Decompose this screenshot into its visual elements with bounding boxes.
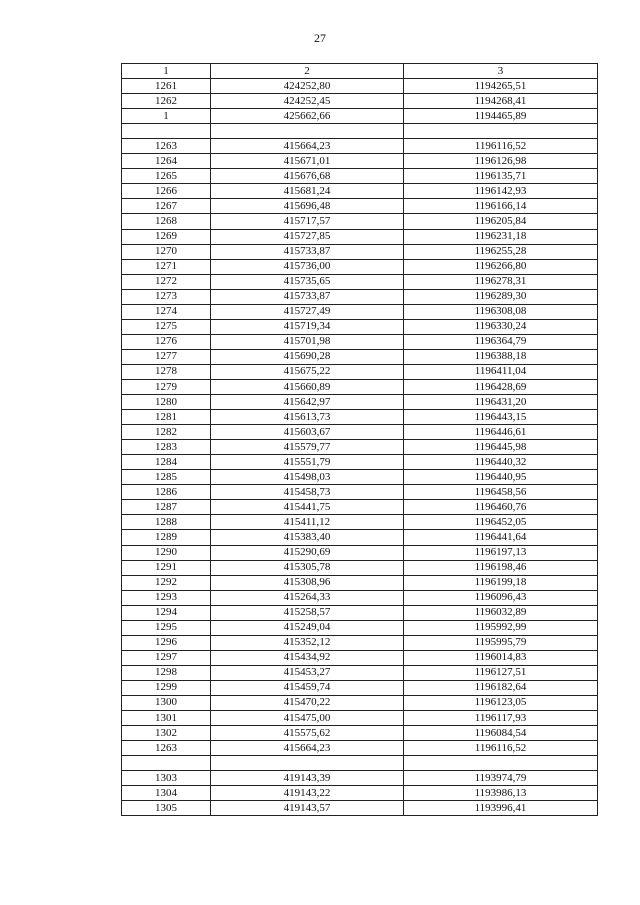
- table-cell-col2: 415603,67: [211, 425, 404, 440]
- table-cell-col2: 415664,23: [211, 139, 404, 154]
- table-row: [122, 139, 598, 154]
- table-row: [122, 304, 598, 319]
- table-row: [122, 229, 598, 244]
- header-cell-1: 1: [122, 64, 211, 79]
- table-cell-col3: 1194265,51: [404, 79, 598, 94]
- table-row: [122, 485, 598, 500]
- table-cell-col2: 424252,80: [211, 79, 404, 94]
- table-cell-col2: 415717,57: [211, 214, 404, 229]
- table-row: [122, 395, 598, 410]
- table-row: [122, 274, 598, 289]
- table-cell-col2: 415411,12: [211, 515, 404, 530]
- table-row: [122, 79, 598, 94]
- table-cell-col3: 1196116,52: [404, 139, 598, 154]
- table-row: [122, 169, 598, 184]
- table-cell-col3: 1196443,15: [404, 410, 598, 425]
- table-cell-col1: 1284: [122, 455, 211, 470]
- table-cell-col1: 1293: [122, 590, 211, 605]
- table-cell-col1: 1297: [122, 650, 211, 665]
- table-cell-col3: 1196199,18: [404, 575, 598, 590]
- table-cell-col2: 415434,92: [211, 650, 404, 665]
- table-cell-col1: 1269: [122, 229, 211, 244]
- table-cell-col2: 415696,48: [211, 199, 404, 214]
- table-cell-col3: 1196127,51: [404, 665, 598, 680]
- table-cell-col1: 1300: [122, 695, 211, 710]
- table-cell-col2: 419143,22: [211, 786, 404, 801]
- table-cell-col3: 1196445,98: [404, 440, 598, 455]
- table-cell-col3: 1196142,93: [404, 184, 598, 199]
- table-row: [122, 455, 598, 470]
- table-cell-col2: 415458,73: [211, 485, 404, 500]
- table-cell-col1: 1285: [122, 470, 211, 485]
- table-row: [122, 575, 598, 590]
- table-cell-col3: 1196441,64: [404, 530, 598, 545]
- table-cell-col2: 415719,34: [211, 319, 404, 334]
- table-cell-col1: 1291: [122, 560, 211, 575]
- table-cell-col2: 415575,62: [211, 726, 404, 741]
- table-cell-col1: 1263: [122, 741, 211, 756]
- table-cell-col1: 1287: [122, 500, 211, 515]
- table-cell-col3: 1196231,18: [404, 229, 598, 244]
- table-cell-col1: 1265: [122, 169, 211, 184]
- table-cell-col2: 415249,04: [211, 620, 404, 635]
- coordinates-table: [121, 63, 598, 816]
- table-cell-col3: 1196428,69: [404, 379, 598, 394]
- table-cell-col1: 1305: [122, 801, 211, 816]
- table-row: [122, 801, 598, 816]
- table-cell-col2: 415308,96: [211, 575, 404, 590]
- table-cell-col3: 1196198,46: [404, 560, 598, 575]
- table-cell-col3: 1196135,71: [404, 169, 598, 184]
- table-cell-col1: 1274: [122, 304, 211, 319]
- table-cell-col3: 1196266,80: [404, 259, 598, 274]
- table-cell-col1: 1261: [122, 79, 211, 94]
- table-cell-col2: 415642,97: [211, 395, 404, 410]
- table-cell-col2: 415676,68: [211, 169, 404, 184]
- table-cell-col3: 1196255,28: [404, 244, 598, 259]
- table-cell-col1: 1: [122, 109, 211, 124]
- table-row: [122, 199, 598, 214]
- table-cell-col3: 1196440,95: [404, 470, 598, 485]
- table-cell-col2: 415727,85: [211, 229, 404, 244]
- table-header: [122, 64, 598, 79]
- table-cell-col3: [404, 124, 598, 139]
- table-row: [122, 635, 598, 650]
- table-row: [122, 786, 598, 801]
- table-cell-col2: 415727,49: [211, 304, 404, 319]
- table-cell-col3: 1196123,05: [404, 695, 598, 710]
- table-row: [122, 590, 598, 605]
- table-cell-col1: 1264: [122, 154, 211, 169]
- table-row: [122, 605, 598, 620]
- table-cell-col3: 1196182,64: [404, 680, 598, 695]
- table-row: [122, 94, 598, 109]
- table-row: [122, 560, 598, 575]
- table-row: [122, 500, 598, 515]
- table-cell-col2: 419143,57: [211, 801, 404, 816]
- table-row: [122, 425, 598, 440]
- table-cell-col1: 1268: [122, 214, 211, 229]
- table-cell-col3: 1195992,99: [404, 620, 598, 635]
- table-cell-col3: 1194465,89: [404, 109, 598, 124]
- table-cell-col1: [122, 124, 211, 139]
- page-number: 27: [314, 31, 326, 45]
- table-row: [122, 741, 598, 756]
- table-cell-col1: 1289: [122, 530, 211, 545]
- table-row: [122, 319, 598, 334]
- table-cell-col1: 1272: [122, 274, 211, 289]
- table-cell-col3: 1196205,84: [404, 214, 598, 229]
- table-row: [122, 214, 598, 229]
- table-cell-col1: 1275: [122, 319, 211, 334]
- header-cell-3: 3: [404, 64, 598, 79]
- table-cell-col3: 1193996,41: [404, 801, 598, 816]
- table-cell-col3: 1196166,14: [404, 199, 598, 214]
- table-row: [122, 545, 598, 560]
- table-cell-col2: 415459,74: [211, 680, 404, 695]
- table-cell-col2: 415690,28: [211, 349, 404, 364]
- table-cell-col1: [122, 756, 211, 771]
- table-cell-col2: 415470,22: [211, 695, 404, 710]
- table-cell-col3: 1196308,08: [404, 304, 598, 319]
- table-cell-col1: 1301: [122, 711, 211, 726]
- table-cell-col3: 1196032,89: [404, 605, 598, 620]
- table-cell-col2: 415498,03: [211, 470, 404, 485]
- table-cell-col1: 1277: [122, 349, 211, 364]
- table-cell-col1: 1278: [122, 364, 211, 379]
- table-cell-col3: 1196126,98: [404, 154, 598, 169]
- table-cell-col2: 415579,77: [211, 440, 404, 455]
- table-cell-col3: 1196440,32: [404, 455, 598, 470]
- table-cell-col1: 1302: [122, 726, 211, 741]
- table-cell-col2: 415701,98: [211, 334, 404, 349]
- table-cell-col3: 1196197,13: [404, 545, 598, 560]
- table-cell-col2: 415681,24: [211, 184, 404, 199]
- table-cell-col1: 1270: [122, 244, 211, 259]
- table-row: [122, 184, 598, 199]
- table-cell-col2: 415660,89: [211, 379, 404, 394]
- table-cell-col2: 419143,39: [211, 771, 404, 786]
- table-cell-col1: 1296: [122, 635, 211, 650]
- table-row: [122, 756, 598, 771]
- table-row: [122, 440, 598, 455]
- table-cell-col1: 1286: [122, 485, 211, 500]
- table-header-row: [122, 64, 598, 79]
- table-cell-col1: 1263: [122, 139, 211, 154]
- table-cell-col2: 415664,23: [211, 741, 404, 756]
- table-cell-col2: 415733,87: [211, 289, 404, 304]
- table-cell-col3: 1193974,79: [404, 771, 598, 786]
- table-row: [122, 259, 598, 274]
- table-row: [122, 364, 598, 379]
- table-cell-col1: 1266: [122, 184, 211, 199]
- table-cell-col3: [404, 756, 598, 771]
- table-cell-col3: 1196330,24: [404, 319, 598, 334]
- table-cell-col3: 1194268,41: [404, 94, 598, 109]
- table-row: [122, 620, 598, 635]
- table-row: [122, 515, 598, 530]
- table-row: [122, 650, 598, 665]
- table-cell-col1: 1295: [122, 620, 211, 635]
- table-cell-col1: 1292: [122, 575, 211, 590]
- table-row: [122, 124, 598, 139]
- table-cell-col2: [211, 756, 404, 771]
- table-cell-col3: 1196278,31: [404, 274, 598, 289]
- table-cell-col1: 1273: [122, 289, 211, 304]
- table-cell-col2: 415736,00: [211, 259, 404, 274]
- table-cell-col2: 415383,40: [211, 530, 404, 545]
- table-cell-col3: 1196388,18: [404, 349, 598, 364]
- table-cell-col1: 1288: [122, 515, 211, 530]
- table-row: [122, 711, 598, 726]
- table-cell-col2: 415453,27: [211, 665, 404, 680]
- table-cell-col1: 1281: [122, 410, 211, 425]
- table-cell-col3: 1196446,61: [404, 425, 598, 440]
- table-cell-col2: 415264,33: [211, 590, 404, 605]
- table-cell-col2: 415675,22: [211, 364, 404, 379]
- table-cell-col1: 1299: [122, 680, 211, 695]
- table-row: [122, 695, 598, 710]
- table-row: [122, 665, 598, 680]
- table-body: [122, 79, 598, 816]
- table-cell-col1: 1280: [122, 395, 211, 410]
- table-cell-col2: [211, 124, 404, 139]
- table-cell-col3: 1196014,83: [404, 650, 598, 665]
- table-cell-col3: 1196084,54: [404, 726, 598, 741]
- table-cell-col2: 415352,12: [211, 635, 404, 650]
- table-cell-col3: 1196117,93: [404, 711, 598, 726]
- table-cell-col2: 415441,75: [211, 500, 404, 515]
- table-cell-col2: 415258,57: [211, 605, 404, 620]
- table-row: [122, 289, 598, 304]
- table-cell-col1: 1282: [122, 425, 211, 440]
- table-cell-col2: 415551,79: [211, 455, 404, 470]
- table-cell-col2: 415290,69: [211, 545, 404, 560]
- table-cell-col3: 1196431,20: [404, 395, 598, 410]
- table-row: [122, 334, 598, 349]
- table-row: [122, 349, 598, 364]
- table-cell-col1: 1262: [122, 94, 211, 109]
- table-row: [122, 379, 598, 394]
- table-cell-col3: 1193986,13: [404, 786, 598, 801]
- table-cell-col3: 1196452,05: [404, 515, 598, 530]
- table-cell-col3: 1196364,79: [404, 334, 598, 349]
- table-row: [122, 244, 598, 259]
- table-cell-col3: 1196289,30: [404, 289, 598, 304]
- table-cell-col1: 1304: [122, 786, 211, 801]
- table-cell-col2: 415671,01: [211, 154, 404, 169]
- table-cell-col1: 1290: [122, 545, 211, 560]
- table-cell-col3: 1196116,52: [404, 741, 598, 756]
- table-row: [122, 726, 598, 741]
- table-row: [122, 109, 598, 124]
- table-cell-col1: 1298: [122, 665, 211, 680]
- table-cell-col3: 1196458,56: [404, 485, 598, 500]
- table-cell-col2: 415475,00: [211, 711, 404, 726]
- table-row: [122, 680, 598, 695]
- table-cell-col1: 1276: [122, 334, 211, 349]
- table-row: [122, 530, 598, 545]
- table-cell-col2: 415733,87: [211, 244, 404, 259]
- table-cell-col1: 1267: [122, 199, 211, 214]
- table-cell-col3: 1196460,76: [404, 500, 598, 515]
- table-cell-col2: 424252,45: [211, 94, 404, 109]
- table-cell-col3: 1196411,04: [404, 364, 598, 379]
- table-cell-col1: 1283: [122, 440, 211, 455]
- table-cell-col1: 1303: [122, 771, 211, 786]
- table-cell-col2: 415305,78: [211, 560, 404, 575]
- table-cell-col1: 1271: [122, 259, 211, 274]
- table-cell-col1: 1279: [122, 379, 211, 394]
- table-cell-col2: 425662,66: [211, 109, 404, 124]
- table-row: [122, 771, 598, 786]
- table-row: [122, 154, 598, 169]
- table-cell-col3: 1196096,43: [404, 590, 598, 605]
- header-cell-2: 2: [211, 64, 404, 79]
- table-cell-col3: 1195995,79: [404, 635, 598, 650]
- table-cell-col2: 415735,65: [211, 274, 404, 289]
- table-row: [122, 410, 598, 425]
- table-row: [122, 470, 598, 485]
- table-cell-col1: 1294: [122, 605, 211, 620]
- table-cell-col2: 415613,73: [211, 410, 404, 425]
